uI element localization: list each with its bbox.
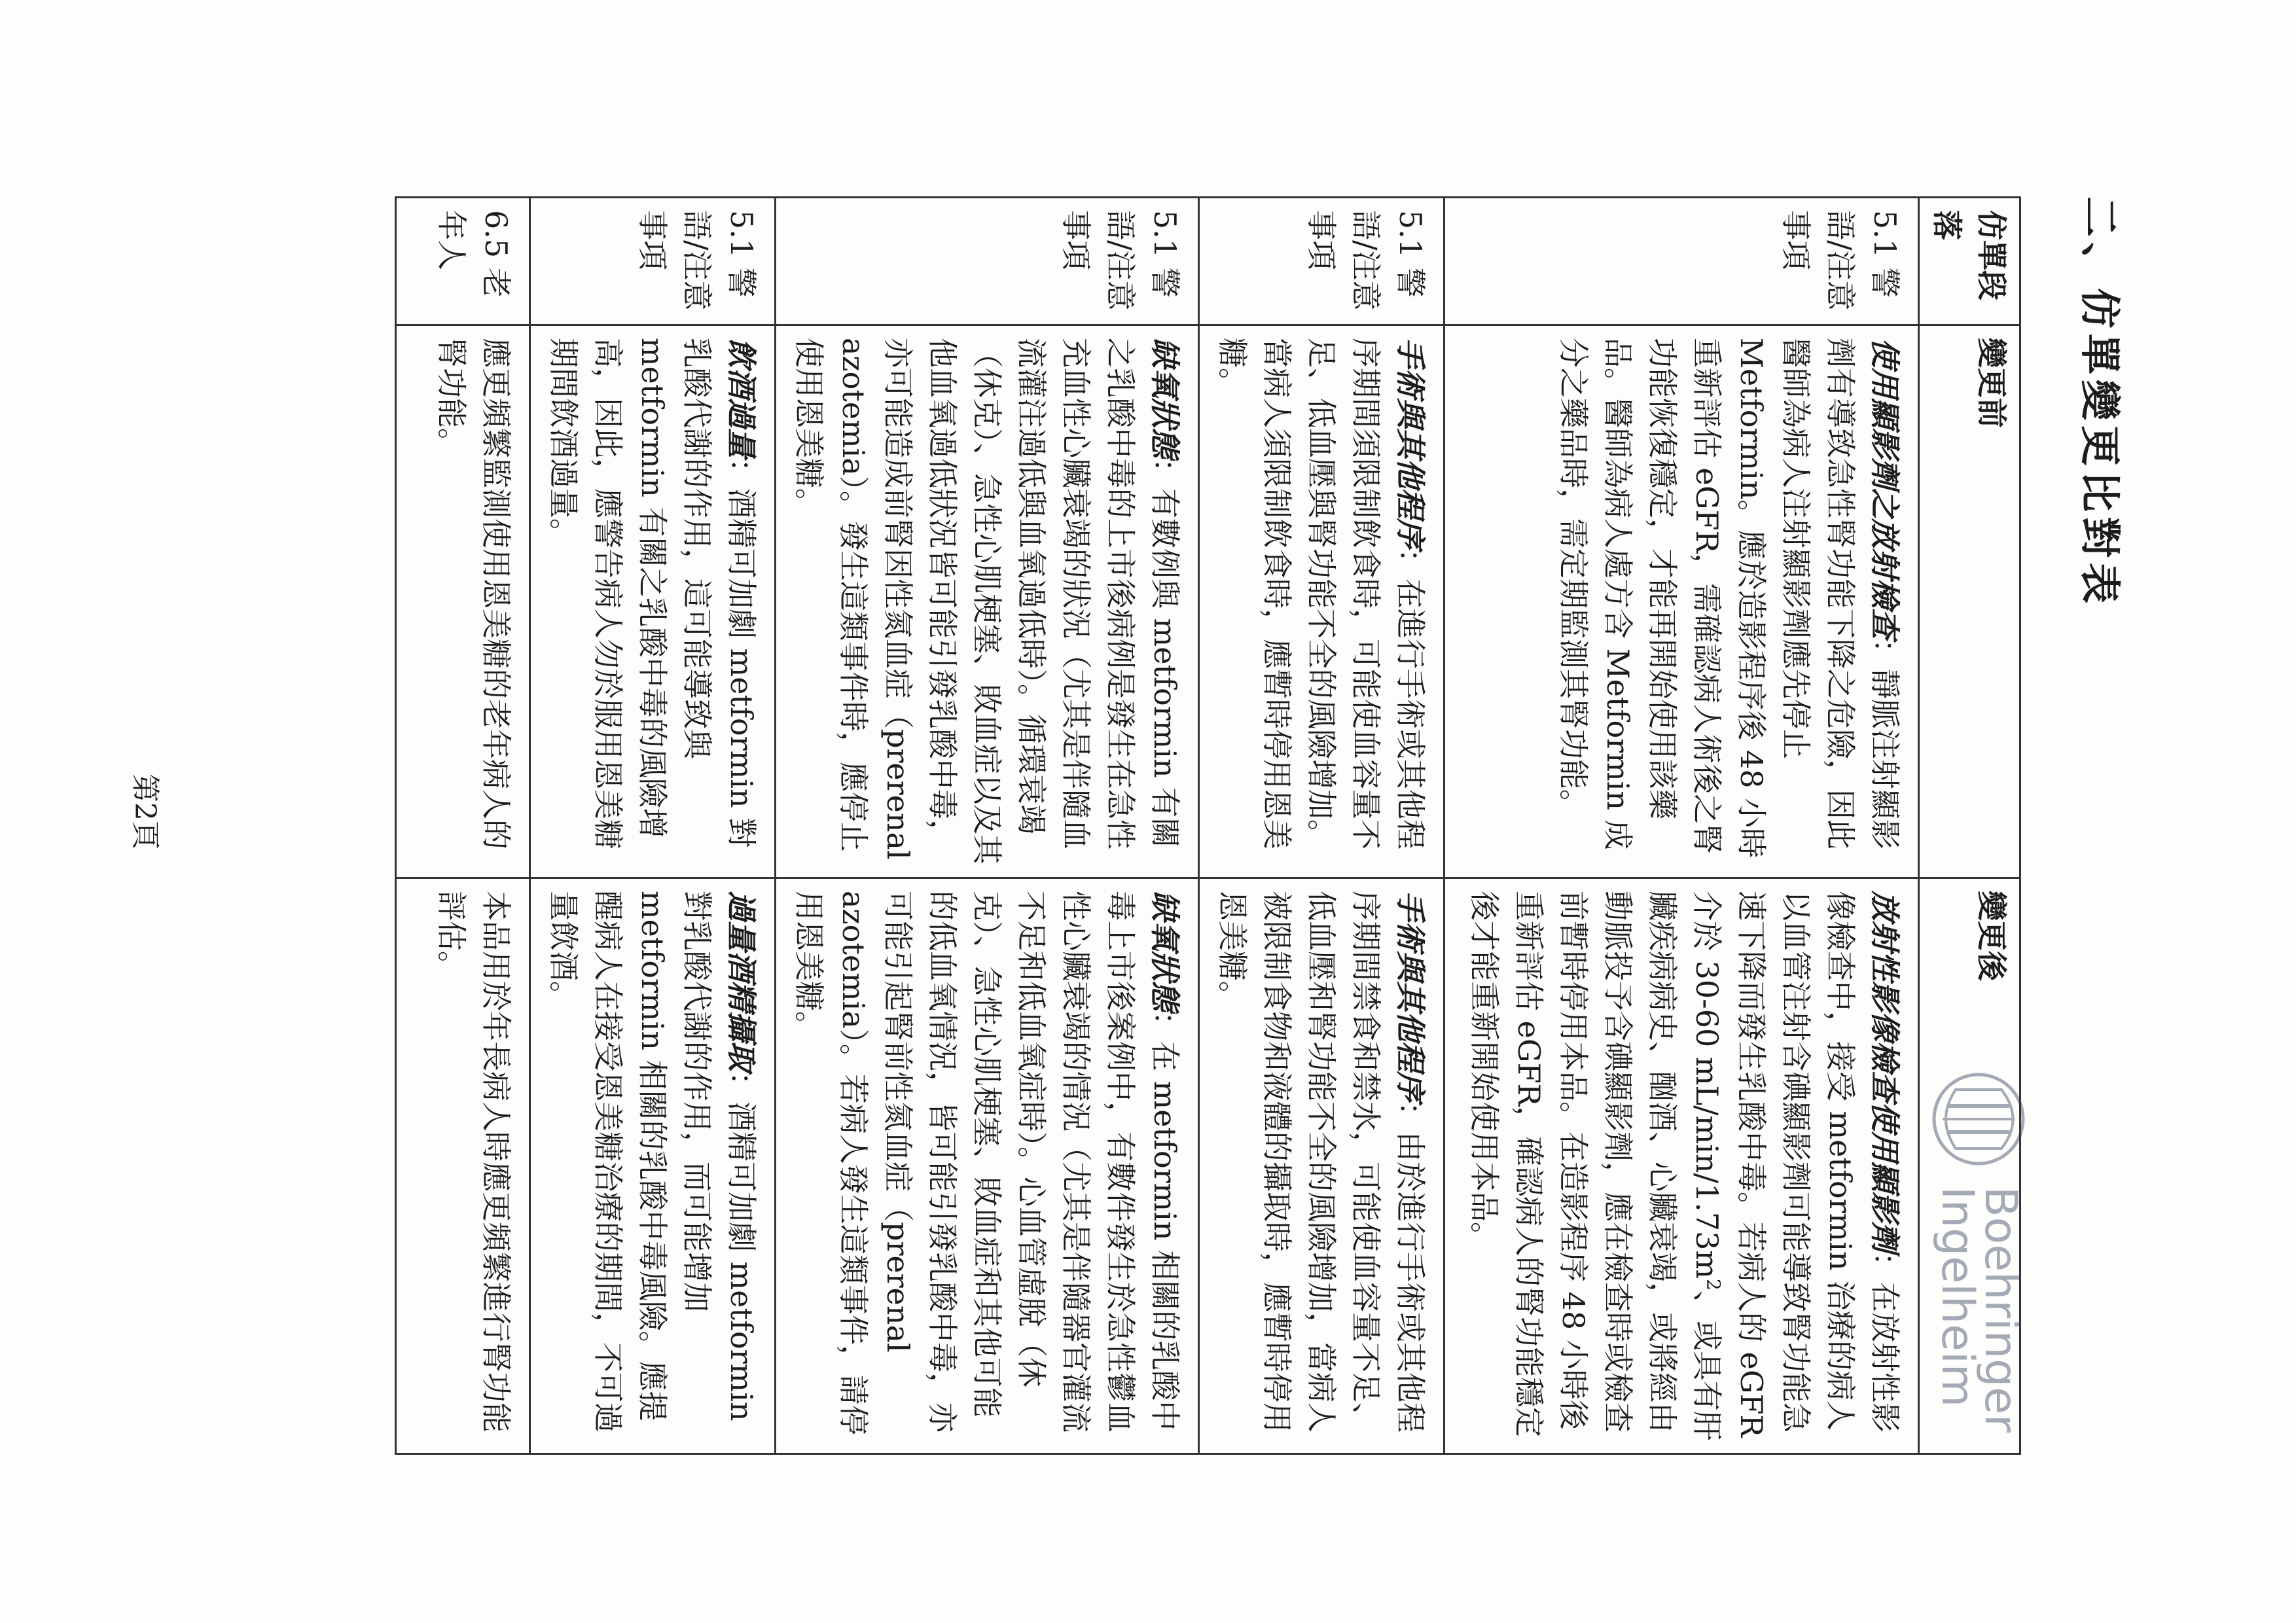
before-subtitle: 使用顯影劑之放射檢查 bbox=[1867, 338, 1903, 639]
before-text: ：在進行手術或其他程序期間須限制飲食時，可能使血容量不足、低血壓與腎功能不全的風險增加。當病人須限制飲食時，應暫時停用恩美糖。 bbox=[1215, 338, 1428, 849]
table-row bbox=[1444, 198, 1919, 1454]
after-cell bbox=[1444, 878, 1919, 1454]
before-subtitle: 缺氧狀態 bbox=[1147, 338, 1183, 458]
section-cell: 5.1 警語/注意事項 bbox=[1444, 198, 1919, 325]
after-text: ：由於進行手術或其他程序期間禁食和禁水，可能使血容量不足、低血壓和腎功能不全的風險增加，當病人被限制食物和液體的攝取時，應暫時停用恩美糖。 bbox=[1215, 891, 1428, 1433]
table-row bbox=[776, 198, 1199, 1454]
header-section: 仿單段落 bbox=[1919, 198, 2020, 325]
section-cell: 5.1 警語/注意事項 bbox=[776, 198, 1199, 325]
before-cell bbox=[1444, 325, 1919, 878]
table-row bbox=[396, 198, 530, 1454]
table-row bbox=[1199, 198, 1444, 1454]
page-heading: 二、仿單變更比對表 bbox=[2076, 196, 2124, 609]
page-number: 第2頁 bbox=[128, 774, 162, 849]
after-text: ：在 metformin 相關的乳酸中毒上市後案例中，有數件發生於急性鬱血性心臟衰竭的情況（尤其是伴隨器官灌流不足和低血氧症時）。心血管虛脫（休克）、急性心肌梗塞、敗血症和其他可能的低血氧情況，皆可能引發乳酸中毒，亦可能引起腎前性氮血症（prerenal azotemia）。若病人發生這類事件，請停用恩美糖。 bbox=[791, 891, 1183, 1435]
before-subtitle: 手術與其他程序 bbox=[1393, 338, 1428, 548]
table-header-row bbox=[1919, 198, 2020, 1454]
after-cell bbox=[530, 878, 776, 1454]
after-subtitle: 過量酒精攝取 bbox=[724, 891, 759, 1071]
after-cell: 本品用於年長病人時應更頻繁進行腎功能評估。 bbox=[396, 878, 530, 1454]
before-cell bbox=[776, 325, 1199, 878]
after-subtitle: 手術與其他程序 bbox=[1393, 891, 1428, 1101]
after-subtitle: 放射性影像檢查使用顯影劑 bbox=[1867, 891, 1903, 1252]
after-superscript: 2 bbox=[1702, 1279, 1725, 1291]
before-subtitle: 飲酒過量 bbox=[724, 338, 759, 458]
logo-line-2: Ingelheim bbox=[1931, 1186, 1983, 1408]
after-cell bbox=[1199, 878, 1444, 1454]
header-after: 變更後 bbox=[1919, 878, 2020, 1454]
after-text: ：在放射性影像檢查中，接受 metformin 治療的病人以血管注射含碘顯影劑可能導致腎功能急速下降而發生乳酸中毒。若病人的 eGFR 介於 30-60 mL/min/1.73m bbox=[1689, 891, 1903, 1438]
before-text: ：有數例與 metformin 有關之乳酸中毒的上市後病例是發生在急性充血性心臟衰竭的狀況（尤其是伴隨血流灌注過低與血氧過低時）。循環衰竭（休克）、急性心肌梗塞、敗血症以及其他血氧過低狀況皆可能引發乳酸中毒，亦可能造成前腎因性氮血症（prerenal azotemia）。發生這類事件時，應停止使用恩美糖。 bbox=[791, 338, 1183, 865]
section-cell: 5.1 警語/注意事項 bbox=[530, 198, 776, 325]
before-text: ：酒精可加劇 metformin 對乳酸代謝的作用，這可能導致與 metformin 有關之乳酸中毒的風險增高，因此，應警告病人勿於服用恩美糖期間飲酒過量。 bbox=[546, 338, 759, 849]
table-row bbox=[530, 198, 776, 1454]
section-cell: 6.5 老年人 bbox=[396, 198, 530, 325]
before-text: ：靜脈注射顯影劑有導致急性腎功能下降之危險，因此醫師為病人注射顯影劑應先停止 Metformin。應於造影程序後 48 小時重新評估 eGFR，需確認病人術後之腎功能恢復穩定，才能再開始使用該藥品。醫師為病人處方含 Metformin 成分之藥品時，需定期監測其腎功能。 bbox=[1556, 338, 1903, 859]
label-change-comparison-table bbox=[395, 196, 2026, 1455]
after-text-continued: 、或具有肝臟疾病病史、酗酒、心臟衰竭，或將經由動脈投予含碘顯影劑，應在檢查時或檢查前暫時停用本品。在造影程序 48 小時後重新評估 eGFR，確認病人的腎功能穩定後才能重新開始使用本品。 bbox=[1467, 891, 1725, 1441]
after-text: ：酒精可加劇 metformin 對乳酸代謝的作用，而可能增加 metformin 相關的乳酸中毒風險。應提醒病人在接受恩美糖治療的期間，不可過量飲酒。 bbox=[546, 891, 759, 1433]
before-cell: 應更頻繁監測使用恩美糖的老年病人的腎功能。 bbox=[396, 325, 530, 878]
section-cell: 5.1 警語/注意事項 bbox=[1199, 198, 1444, 325]
header-before: 變更前 bbox=[1919, 325, 2020, 878]
before-cell bbox=[1199, 325, 1444, 878]
after-cell bbox=[776, 878, 1199, 1454]
before-cell bbox=[530, 325, 776, 878]
logo-line-1: Boehringer bbox=[1975, 1186, 2026, 1433]
after-subtitle: 缺氧狀態 bbox=[1147, 891, 1183, 1011]
